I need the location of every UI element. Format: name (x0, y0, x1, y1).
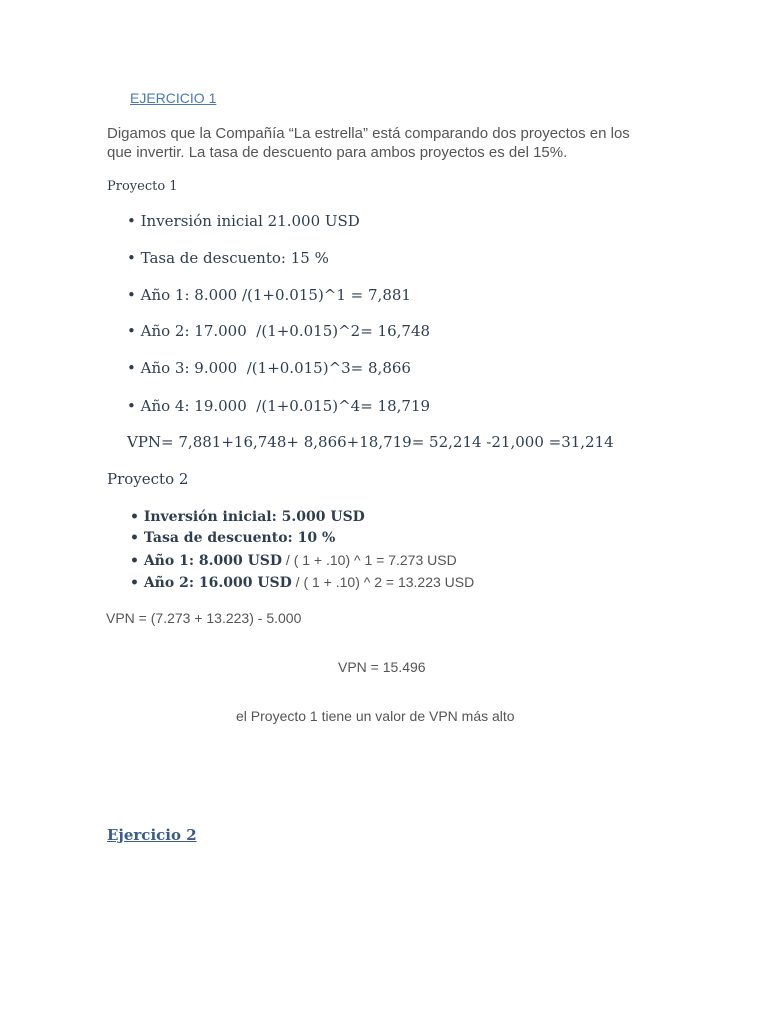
p1-item-tasa: • Tasa de descuento: 15 % (127, 249, 329, 267)
intro-line-2: que invertir. La tasa de descuento para ambos proyectos es del 15%. (107, 144, 568, 161)
p2-ano-1-label: • Año 1: 8.000 USD (130, 553, 283, 569)
intro-line-1: Digamos que la Compañía “La estrella” está comparando dos proyectos en los (107, 125, 630, 142)
p1-item-ano-2: • Año 2: 17.000 /(1+0.015)^2= 16,748 (127, 322, 431, 340)
p1-item-inversion: • Inversión inicial 21.000 USD (127, 212, 360, 230)
p1-item-ano-4: • Año 4: 19.000 /(1+0.015)^4= 18,719 (127, 397, 431, 415)
p1-vpn: VPN= 7,881+16,748+ 8,866+18,719= 52,214 -21,000 =31,214 (127, 433, 614, 451)
ejercicio-2-link[interactable]: Ejercicio 2 (107, 826, 197, 844)
p2-ano-1-calc: / ( 1 + .10) ^ 1 = 7.273 USD (282, 552, 457, 568)
vpn-result: VPN = 15.496 (338, 659, 426, 675)
p2-ano-2-calc: / ( 1 + .10) ^ 2 = 13.223 USD (291, 574, 475, 590)
p2-item-tasa: • Tasa de descuento: 10 % (130, 530, 336, 546)
conclusion-text: el Proyecto 1 tiene un valor de VPN más alto (236, 708, 515, 724)
proyecto-2-heading: Proyecto 2 (107, 470, 189, 488)
p2-ano-2-label: • Año 2: 16.000 USD (130, 575, 292, 591)
p1-item-ano-1: • Año 1: 8.000 /(1+0.015)^1 = 7,881 (127, 286, 411, 304)
p2-item-ano-2 (130, 574, 474, 591)
proyecto-1-heading: Proyecto 1 (107, 179, 178, 194)
p2-item-inversion: • Inversión inicial: 5.000 USD (130, 509, 365, 525)
p1-item-ano-3: • Año 3: 9.000 /(1+0.015)^3= 8,866 (127, 359, 411, 377)
vpn-formula: VPN = (7.273 + 13.223) - 5.000 (106, 610, 302, 626)
ejercicio-1-link[interactable]: EJERCICIO 1 (130, 90, 217, 106)
p2-item-ano-1 (130, 552, 457, 569)
